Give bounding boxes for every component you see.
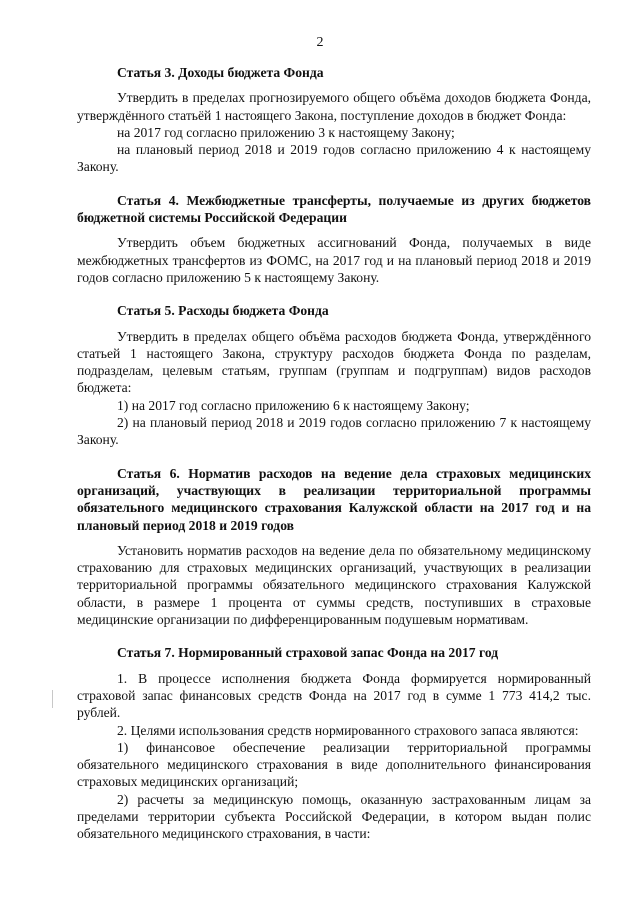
article-3-heading: Статья 3. Доходы бюджета Фонда <box>117 65 324 80</box>
article-7-paragraph: 1) финансовое обеспечение реализации территориальной программы обязательного медицинского страхования в виде дополнительного финансирования страховых медицинских организаций; <box>77 739 591 790</box>
article-3 <box>77 64 591 176</box>
article-5-paragraph: Утвердить в пределах общего объёма расходов бюджета Фонда, утверждённого статьей 1 настоящего Закона, структуру расходов бюджета Фонда по разделам, подразделам, целевым статьям, группам (группам и подгруппам) видов расходов бюджета: <box>77 328 591 396</box>
article-3-paragraph: на 2017 год согласно приложению 3 к настоящему Закону; <box>117 124 455 140</box>
article-6-heading: Статья 6. Норматив расходов на ведение дела страховых медицинских организаций, участвующих в реализации территориальной программы обязательного медицинского страхования Калужской области на 2017 год и на плановый период 2018 и 2019 годов <box>77 465 591 533</box>
article-5-paragraph: 1) на 2017 год согласно приложению 6 к настоящему Закону; <box>117 397 470 413</box>
article-4 <box>77 192 591 286</box>
article-5-heading: Статья 5. Расходы бюджета Фонда <box>117 303 329 319</box>
article-6-paragraph: Установить норматив расходов на ведение дела по обязательному медицинскому страхованию для страховых медицинских организаций, участвующих в реализации территориальной программы обязательного медицинского страхования Калужской области, в размере 1 процента от суммы средств, поступивших в страховые медицинские организации по дифференцированным подушевым нормативам. <box>77 542 591 628</box>
article-5-paragraph: 2) на плановый период 2018 и 2019 годов согласно приложению 7 к настоящему Закону. <box>77 415 591 448</box>
article-7-paragraph: 2. Целями использования средств нормированного страхового запаса являются: <box>117 722 579 738</box>
document-body <box>77 64 591 843</box>
article-7-paragraph: 2) расчеты за медицинскую помощь, оказанную застрахованным лицам за пределами территории субъекта Российской Федерации, в котором выдан полис обязательного медицинского страхования, в части: <box>77 791 591 842</box>
article-7 <box>77 644 591 842</box>
page-number: 2 <box>316 35 324 50</box>
article-4-heading: Статья 4. Межбюджетные трансферты, получаемые из других бюджетов бюджетной системы Российской Федерации <box>77 192 591 226</box>
article-7-paragraph: 1. В процессе исполнения бюджета Фонда формируется нормированный страховой запас финансовых средств Фонда на 2017 год в сумме 1 773 414,2 тыс. рублей. <box>77 670 591 721</box>
article-7-heading: Статья 7. Нормированный страховой запас Фонда на 2017 год <box>117 645 499 661</box>
article-4-paragraph: Утвердить объем бюджетных ассигнований Фонда, получаемых в виде межбюджетных трансфертов из ФОМС, на 2017 год и на плановый период 2018 и 2019 годов согласно приложению 5 к настоящему Закону. <box>77 235 591 285</box>
article-3-paragraph: на плановый период 2018 и 2019 годов согласно приложению 4 к настоящему Закону. <box>77 142 591 175</box>
margin-mark <box>52 690 53 708</box>
article-6 <box>77 465 591 629</box>
article-3-paragraph: Утвердить в пределах прогнозируемого общего объёма доходов бюджета Фонда, утверждённого статьёй 1 настоящего Закона, поступление доходов в бюджет Фонда: <box>77 90 591 123</box>
article-5 <box>77 302 591 448</box>
